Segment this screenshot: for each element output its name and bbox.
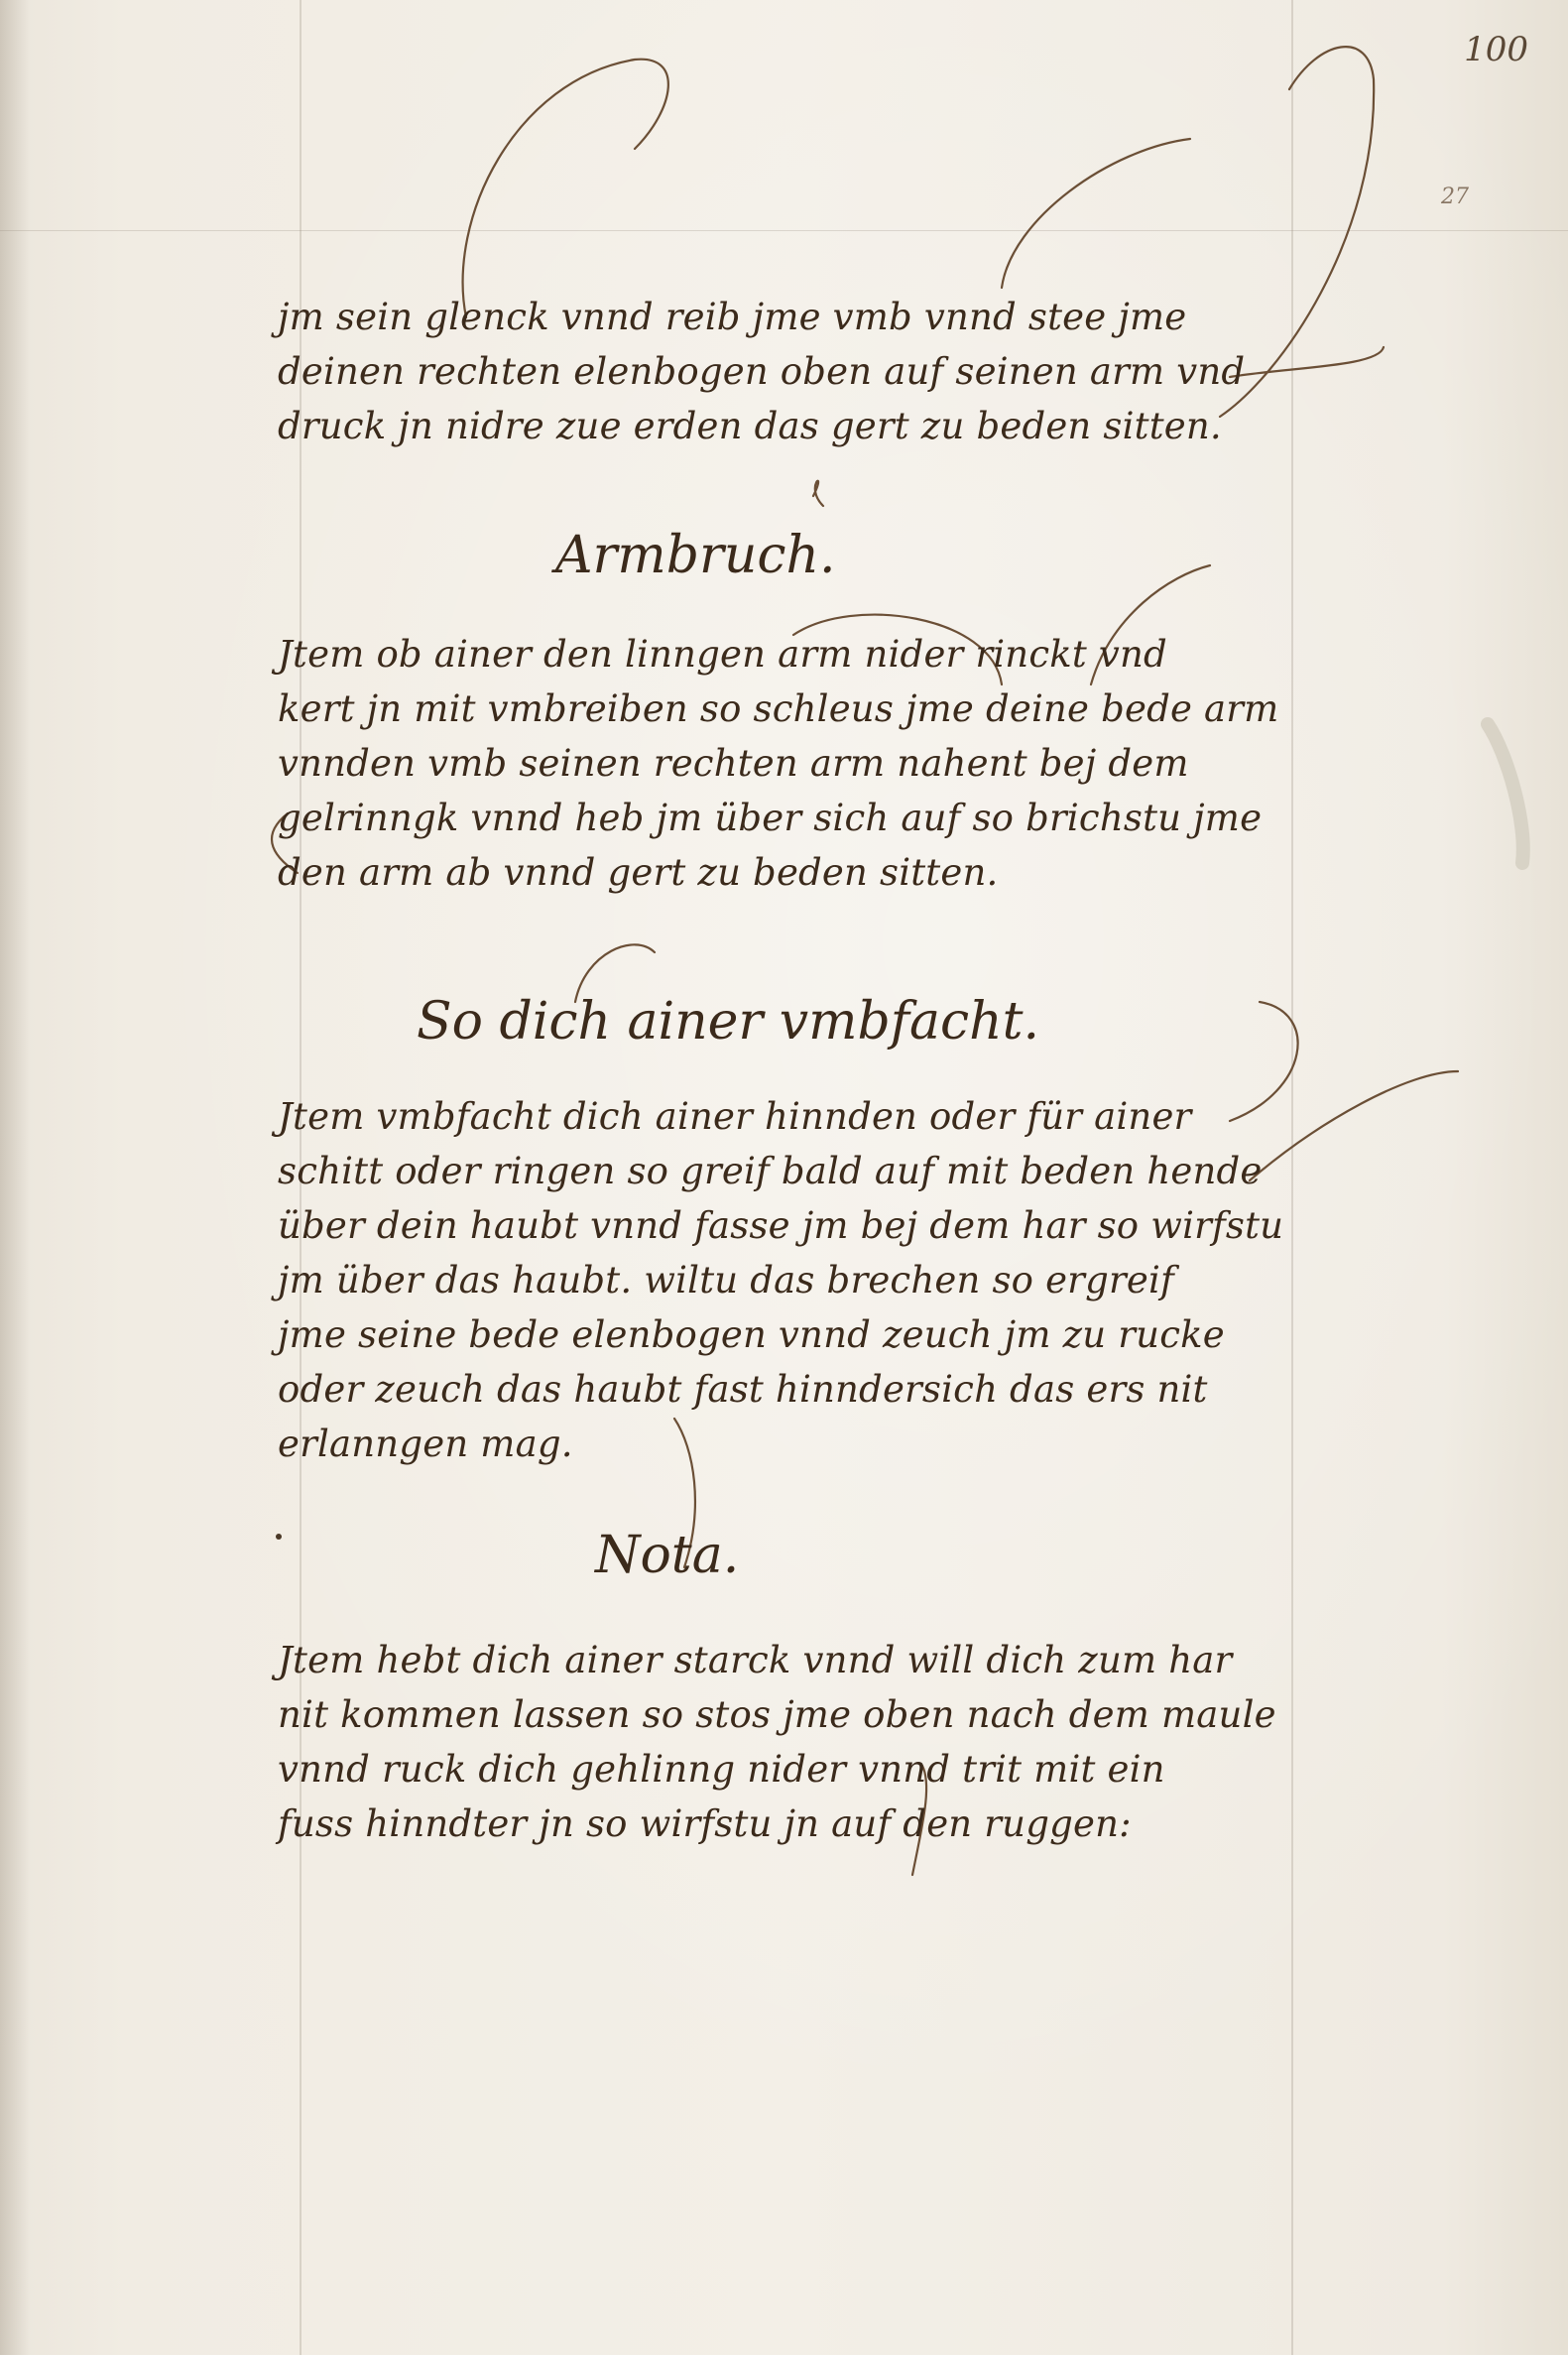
text-line: vnnd ruck dich gehlinng nider vnnd trit mit ein xyxy=(278,1748,1165,1791)
text-line: jm über das haubt. wiltu das brechen so ergreif xyxy=(278,1259,1174,1301)
flourish-top-center xyxy=(1002,139,1190,288)
ruling-right xyxy=(1291,0,1293,2355)
paragraph-1 xyxy=(278,290,1269,453)
paragraph-3 xyxy=(278,1089,1284,1471)
text-line: Jtem vmbfacht dich ainer hinnden oder für ainer xyxy=(278,1095,1192,1138)
margin-dot xyxy=(276,1534,282,1540)
text-line: Jtem ob ainer den linngen arm nider rinckt vnd xyxy=(278,633,1167,676)
paper-tab xyxy=(1488,724,1523,863)
text-line: jm sein glenck vnnd reib jme vmb vnnd stee jme xyxy=(278,296,1187,338)
flourish-right-far xyxy=(1250,1071,1458,1180)
text-line: erlanngen mag. xyxy=(278,1423,573,1465)
heading-nota: Nota. xyxy=(595,1526,740,1585)
text-line: kert jn mit vmbreiben so schleus jme deine bede arm xyxy=(278,687,1279,730)
text-line: jme seine bede elenbogen vnnd zeuch jm zu rucke xyxy=(278,1313,1225,1356)
text-line: über dein haubt vnnd fasse jm bej dem har so wirfstu xyxy=(278,1204,1284,1247)
text-line: Jtem hebt dich ainer starck vnnd will dich zum har xyxy=(278,1639,1233,1681)
heading-so-dich-ainer-vmbfacht: So dich ainer vmbfacht. xyxy=(417,992,1040,1052)
paragraph-2 xyxy=(278,627,1279,900)
text-line: gelrinngk vnnd heb jm über sich auf so brichstu jme xyxy=(278,797,1263,839)
folio-number: 100 xyxy=(1464,30,1528,69)
paragraph-4 xyxy=(278,1633,1276,1851)
catchword: 27 xyxy=(1441,185,1469,209)
text-line: oder zeuch das haubt fast hinndersich das ers nit xyxy=(278,1368,1208,1411)
text-line: vnnden vmb seinen rechten arm nahent bej dem xyxy=(278,742,1189,785)
text-line: fuss hinndter jn so wirfstu jn auf den ruggen: xyxy=(278,1802,1132,1845)
flourish-top-left xyxy=(463,60,668,317)
heading-armbruch: Armbruch. xyxy=(555,526,836,585)
gutter-shadow xyxy=(0,0,30,2355)
text-line: deinen rechten elenbogen oben auf seinen arm vnd xyxy=(278,350,1246,393)
ruling-top xyxy=(0,230,1568,231)
flourish-armbruch-asc xyxy=(813,481,823,506)
text-line: druck jn nidre zue erden das gert zu beden sitten. xyxy=(278,405,1222,447)
text-line: den arm ab vnnd gert zu beden sitten. xyxy=(278,851,999,894)
text-line: schitt oder ringen so greif bald auf mit beden hende xyxy=(278,1150,1263,1192)
text-line: nit kommen lassen so stos jme oben nach dem maule xyxy=(278,1693,1276,1736)
